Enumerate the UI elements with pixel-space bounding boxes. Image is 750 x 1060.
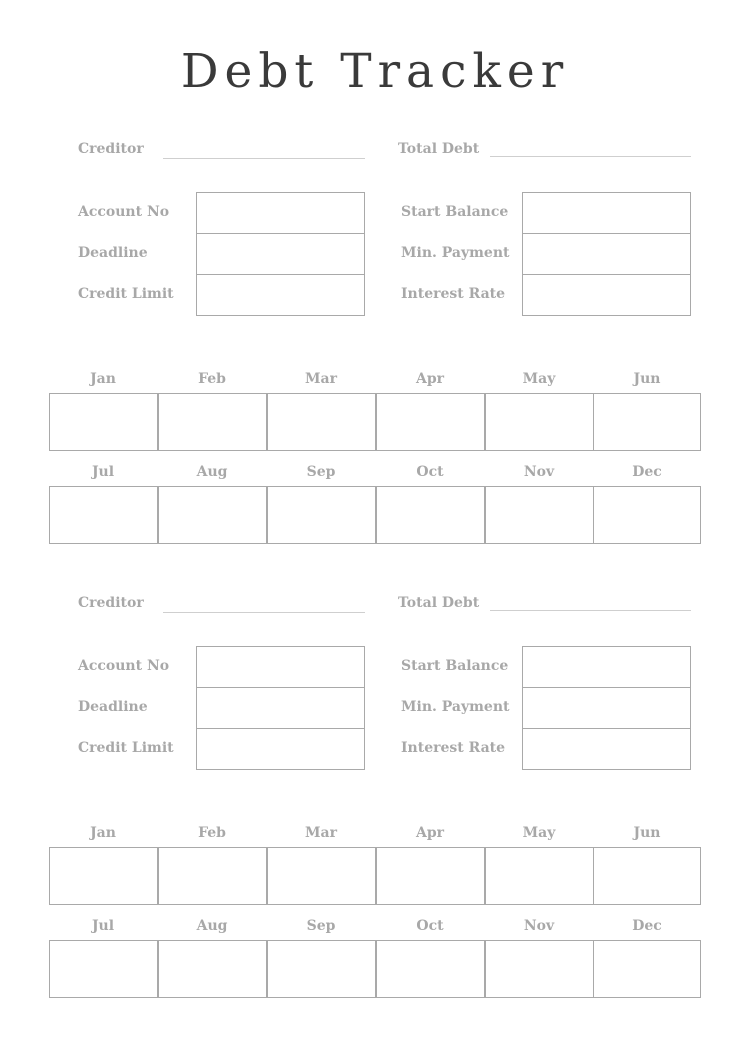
field-label: Min. Payment (401, 699, 510, 715)
month-label: Nov (523, 918, 555, 934)
creditor-line[interactable] (163, 158, 365, 159)
month-label: Aug (196, 464, 228, 480)
month-label: Sep (306, 918, 336, 934)
month-cell[interactable] (593, 847, 701, 905)
month-label: Oct (416, 464, 444, 480)
page-title: Debt Tracker (180, 44, 570, 99)
field-label: Start Balance (401, 204, 509, 220)
month-cell[interactable] (267, 486, 376, 544)
total-debt-line[interactable] (490, 156, 691, 157)
month-cell[interactable] (267, 847, 376, 905)
field-input-box[interactable] (196, 274, 365, 316)
month-label: Oct (416, 918, 444, 934)
field-input-box[interactable] (522, 646, 691, 688)
month-label: Apr (415, 825, 445, 841)
field-input-box[interactable] (196, 233, 365, 275)
field-label: Credit Limit (78, 740, 174, 756)
month-cell[interactable] (593, 486, 701, 544)
month-cell[interactable] (376, 940, 485, 998)
month-label: Jan (90, 371, 116, 387)
creditor-label: Creditor (78, 141, 144, 157)
field-label: Deadline (78, 245, 148, 261)
month-cell[interactable] (267, 940, 376, 998)
month-cell[interactable] (593, 393, 701, 451)
field-label: Min. Payment (401, 245, 510, 261)
month-label: Mar (305, 825, 337, 841)
field-input-box[interactable] (522, 192, 691, 234)
creditor-line[interactable] (163, 612, 365, 613)
month-label: May (522, 825, 556, 841)
month-cell[interactable] (49, 393, 158, 451)
month-cell[interactable] (267, 393, 376, 451)
month-cell[interactable] (485, 847, 594, 905)
month-cell[interactable] (593, 940, 701, 998)
field-label: Account No (78, 658, 170, 674)
month-label: Jan (90, 825, 116, 841)
month-cell[interactable] (376, 847, 485, 905)
field-input-box[interactable] (196, 687, 365, 729)
month-cell[interactable] (485, 393, 594, 451)
month-label: Feb (198, 371, 226, 387)
month-cell[interactable] (158, 847, 267, 905)
field-label: Deadline (78, 699, 148, 715)
total-debt-line[interactable] (490, 610, 691, 611)
creditor-label: Creditor (78, 595, 144, 611)
month-cell[interactable] (158, 486, 267, 544)
month-cell[interactable] (49, 486, 158, 544)
field-label: Interest Rate (401, 286, 506, 302)
month-label: Jul (91, 464, 115, 480)
month-label: Apr (415, 371, 445, 387)
month-label: Feb (198, 825, 226, 841)
month-label: Nov (523, 464, 555, 480)
month-label: Jun (633, 371, 661, 387)
field-label: Interest Rate (401, 740, 506, 756)
month-label: Dec (632, 918, 662, 934)
total-debt-label: Total Debt (398, 595, 480, 611)
month-label: Dec (632, 464, 662, 480)
month-cell[interactable] (485, 486, 594, 544)
field-input-box[interactable] (522, 728, 691, 770)
debt-section (0, 128, 750, 548)
field-input-box[interactable] (522, 687, 691, 729)
field-input-box[interactable] (522, 274, 691, 316)
month-label: Jul (91, 918, 115, 934)
month-label: May (522, 371, 556, 387)
month-label: Sep (306, 464, 336, 480)
month-label: Jun (633, 825, 661, 841)
month-cell[interactable] (376, 486, 485, 544)
field-input-box[interactable] (522, 233, 691, 275)
field-label: Account No (78, 204, 170, 220)
month-cell[interactable] (376, 393, 485, 451)
month-cell[interactable] (49, 847, 158, 905)
month-label: Mar (305, 371, 337, 387)
month-cell[interactable] (158, 940, 267, 998)
field-input-box[interactable] (196, 728, 365, 770)
total-debt-label: Total Debt (398, 141, 480, 157)
debt-section (0, 582, 750, 1002)
field-input-box[interactable] (196, 646, 365, 688)
field-input-box[interactable] (196, 192, 365, 234)
month-cell[interactable] (158, 393, 267, 451)
month-cell[interactable] (49, 940, 158, 998)
field-label: Credit Limit (78, 286, 174, 302)
field-label: Start Balance (401, 658, 509, 674)
month-label: Aug (196, 918, 228, 934)
month-cell[interactable] (485, 940, 594, 998)
